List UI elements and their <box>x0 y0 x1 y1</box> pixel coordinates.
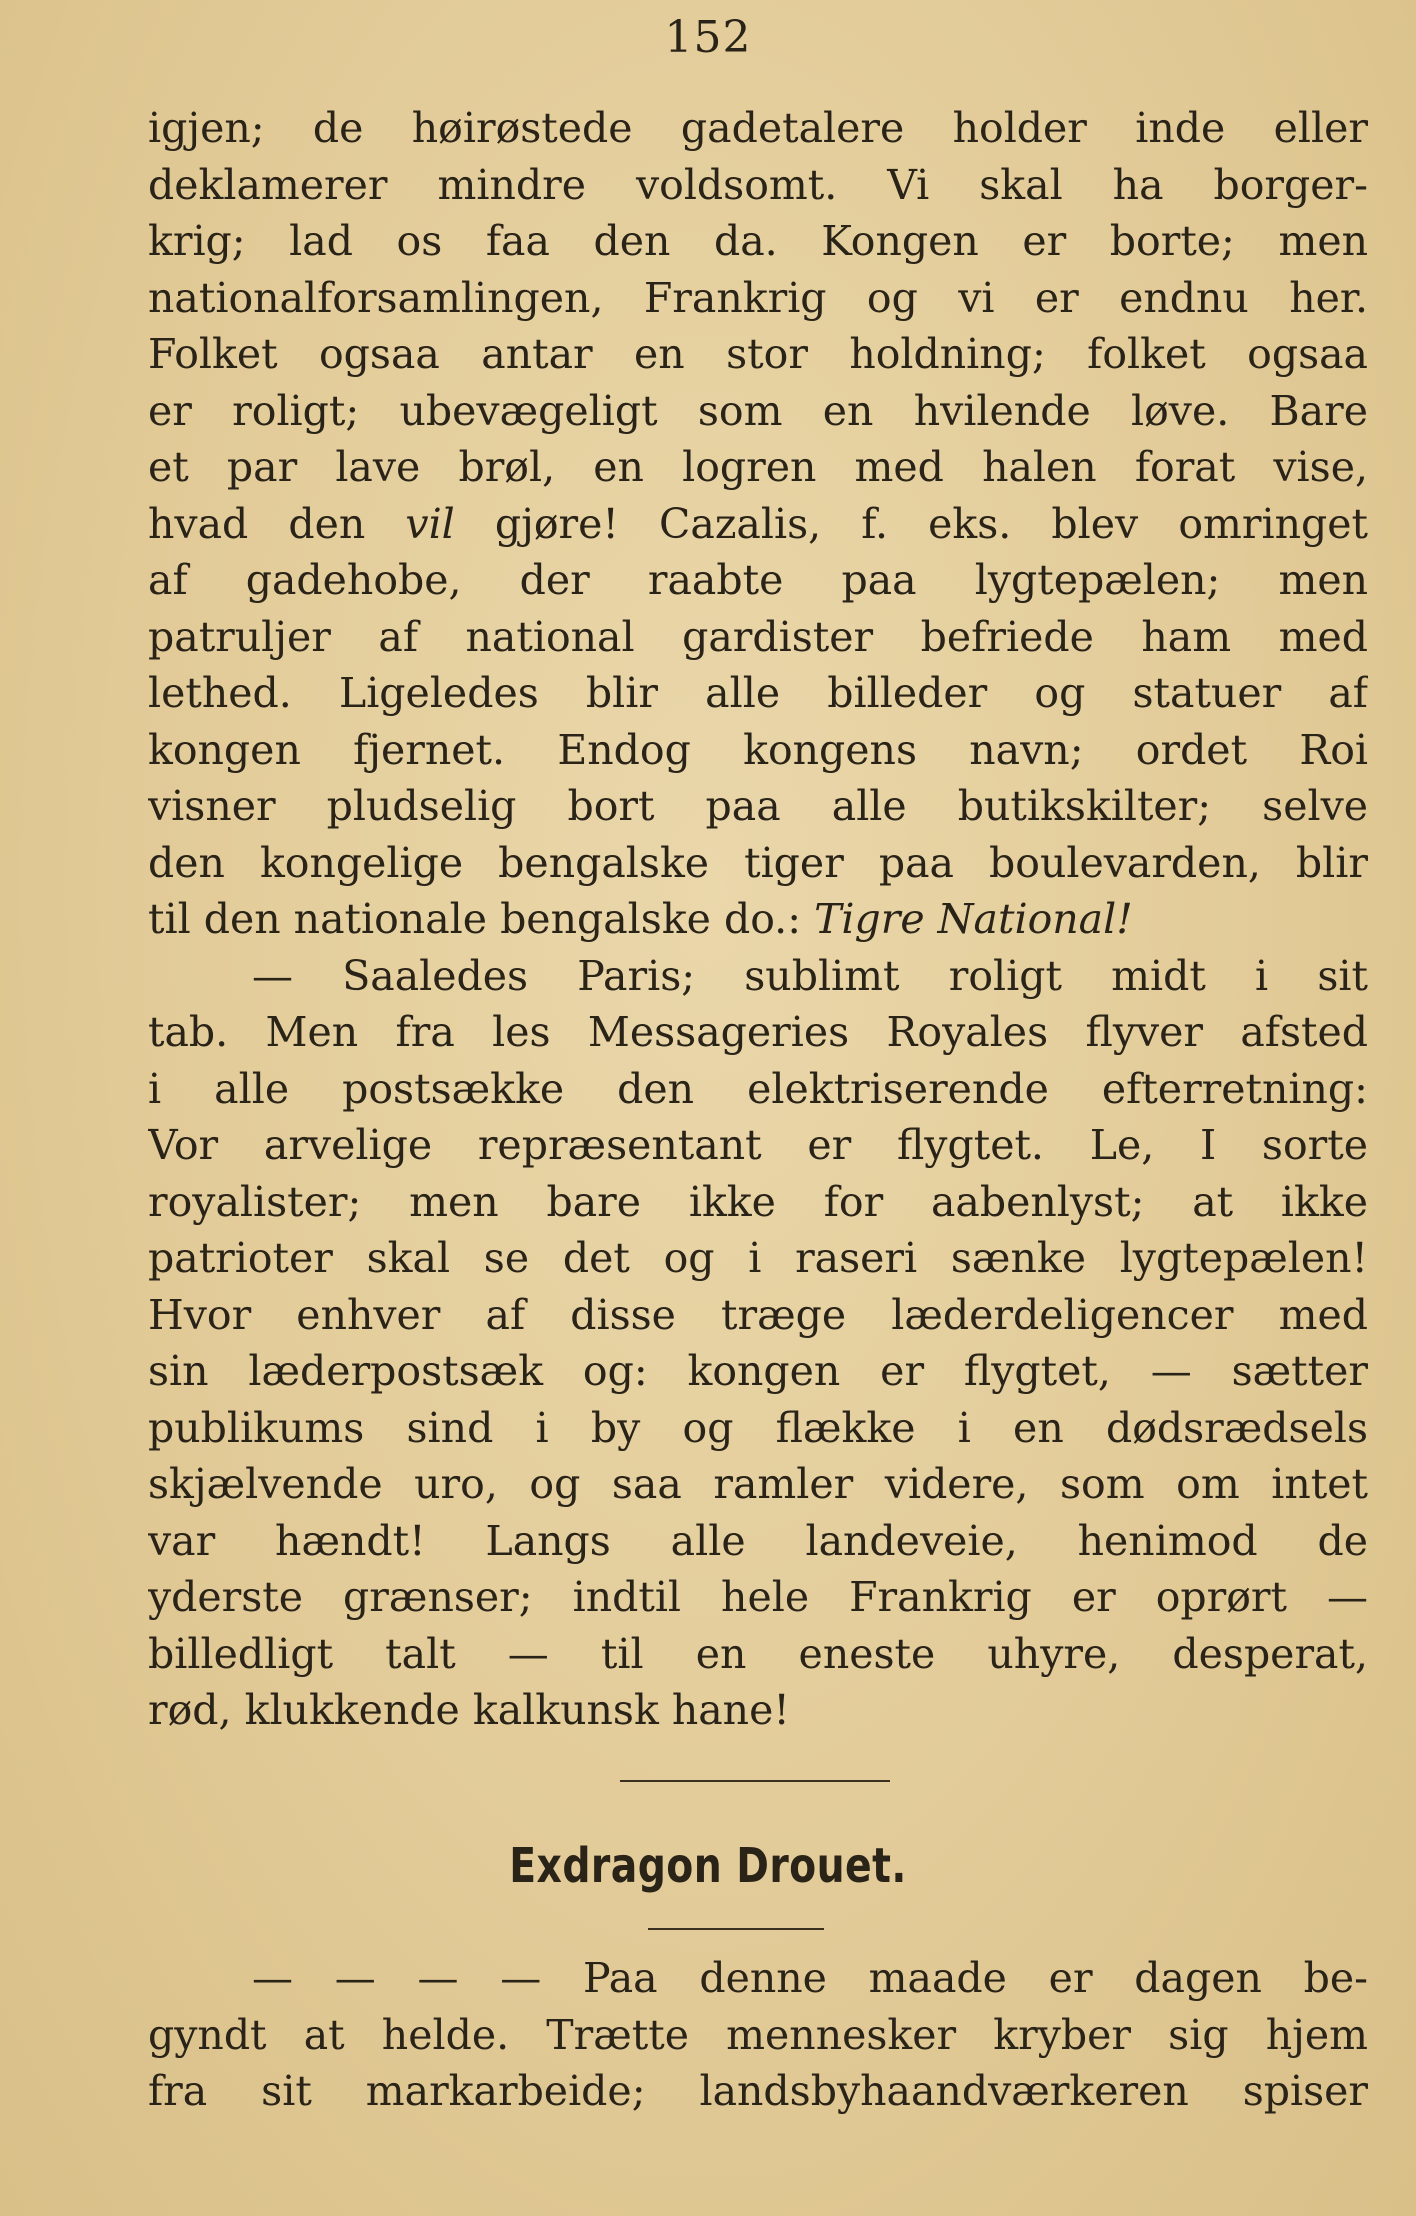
text-segment: hvad den <box>148 499 406 548</box>
text-line: sin læderpostsæk og: kongen er flygtet, — sætter <box>148 1347 1368 1395</box>
text-line <box>148 496 1368 553</box>
text-line: krig; lad os faa den da. Kongen er borte; men <box>148 217 1368 265</box>
text-line: patrioter skal se det og i raseri sænke lygtepælen! <box>148 1234 1368 1282</box>
body-text <box>148 100 1368 1739</box>
chapter-text <box>148 1950 1368 2120</box>
section-divider <box>620 1780 890 1782</box>
text-line: er roligt; ubevægeligt som en hvilende løve. Bare <box>148 386 1368 435</box>
text-line: et par lave brøl, en logren med halen forat vise, <box>148 443 1368 491</box>
text-segment: til den nationale bengalske do.: <box>148 895 815 943</box>
text-line: yderste grænser; indtil hele Frankrig er oprørt — <box>148 1573 1368 1621</box>
text-line: deklamerer mindre voldsomt. Vi skal ha borger- <box>148 160 1368 209</box>
chapter-heading: Exdragon Drouet. <box>509 1838 907 1894</box>
text-line: fra sit markarbeide; landsbyhaandværkeren spiser <box>148 2067 1368 2115</box>
paragraph-start-line: — Saaledes Paris; sublimt roligt midt i sit <box>252 951 1368 1000</box>
paragraph-start-line: — — — — Paa denne maade er dagen be- <box>252 1954 1368 2002</box>
text-line: patruljer af national gardister befriede ham med <box>148 612 1368 661</box>
italic-word: vil <box>405 499 455 548</box>
text-line: Vor arvelige repræsentant er flygtet. Le, I sorte <box>148 1121 1368 1169</box>
text-line: lethed. Ligeledes blir alle billeder og statuer af <box>148 669 1368 717</box>
text-segment: gjøre! Cazalis, f. eks. blev omringet <box>454 499 1368 548</box>
text-line: royalister; men bare ikke for aabenlyst; at ikke <box>148 1177 1368 1226</box>
heading-underline <box>648 1928 824 1930</box>
text-line: tab. Men fra les Messageries Royales flyver afsted <box>148 1008 1368 1056</box>
text-line <box>148 891 1368 948</box>
text-line: visner pludselig bort paa alle butikskilter; selve <box>148 782 1368 830</box>
page-number: 152 <box>664 12 752 63</box>
text-line: Folket ogsaa antar en stor holdning; folket ogsaa <box>148 330 1368 378</box>
text-line: publikums sind i by og flække i en dødsrædsels <box>148 1403 1368 1452</box>
text-line: Hvor enhver af disse træge læderdeligencer med <box>148 1290 1368 1339</box>
text-line: rød, klukkende kalkunsk hane! <box>148 1686 790 1734</box>
text-line: kongen fjernet. Endog kongens navn; ordet Roi <box>148 725 1368 774</box>
text-line: billedligt talt — til en eneste uhyre, desperat, <box>148 1629 1368 1678</box>
text-line: nationalforsamlingen, Frankrig og vi er endnu her. <box>148 273 1368 322</box>
text-line: var hændt! Langs alle landeveie, henimod de <box>148 1516 1368 1565</box>
text-line: den kongelige bengalske tiger paa boulevarden, blir <box>148 838 1368 887</box>
text-line: skjælvende uro, og saa ramler videre, som om intet <box>148 1460 1368 1508</box>
italic-phrase: Tigre National! <box>814 895 1133 943</box>
text-line: igjen; de høirøstede gadetalere holder inde eller <box>148 104 1368 152</box>
text-line: i alle postsække den elektriserende efterretning: <box>148 1064 1368 1113</box>
text-line: af gadehobe, der raabte paa lygtepælen; men <box>148 556 1368 604</box>
text-line: gyndt at helde. Trætte mennesker kryber sig hjem <box>148 2010 1368 2059</box>
